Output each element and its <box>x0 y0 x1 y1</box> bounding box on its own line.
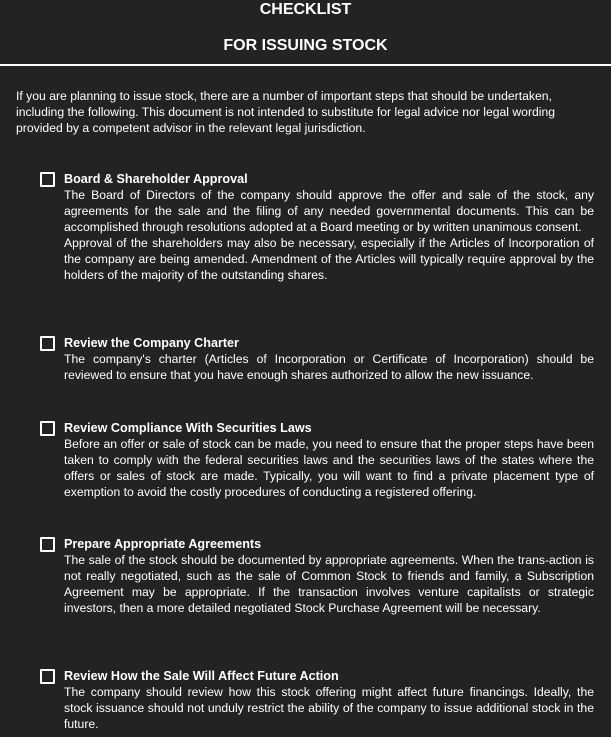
checklist-item-heading: Review How the Sale Will Affect Future Action <box>64 669 339 683</box>
checklist-item-body <box>64 171 594 283</box>
checklist-item-text: The sale of the stock should be documented by appropriate agreements. When the trans-action is not really negotiated, such as the sale of Common Stock to friends and family, a Subscription Agreement may be appropriate. If the transaction involves venture capitalists or strategic investors, then a more detailed negotiated Stock Purchase Agreement will be necessary. <box>64 553 594 615</box>
checklist-item-body <box>64 536 594 616</box>
checklist-item-text: Before an offer or sale of stock can be made, you need to ensure that the proper steps have been taken to comply with the federal securities laws and the securities laws of the states where the offers or sales of stock are made. Typically, you will want to find a private placement type of exemption to avoid the costly procedures of conducting a registered offering. <box>64 437 594 499</box>
checklist-item-body <box>64 335 594 383</box>
checklist-item-heading: Review Compliance With Securities Laws <box>64 421 312 435</box>
title-divider <box>0 64 611 66</box>
document-title: CHECKLIST <box>259 1 352 18</box>
checklist-item-text: The company should review how this stock offering might affect future financings. Ideally, the stock issuance should not unduly restrict the ability of the company to issue additional stock in the future. <box>64 685 594 731</box>
checkbox[interactable] <box>40 537 55 552</box>
checkbox[interactable] <box>40 336 55 351</box>
checkbox[interactable] <box>40 172 55 187</box>
checklist-item-body <box>64 668 594 732</box>
checklist-item-heading: Prepare Appropriate Agreements <box>64 537 262 551</box>
checklist-item-text: Approval of the shareholders may also be necessary, especially if the Articles of Incorporation of the company are being amended. Amendment of the Articles will typically require approval by the holders of the majority of the outstanding shares. <box>64 236 594 282</box>
document-subtitle: FOR ISSUING STOCK <box>223 37 388 54</box>
checklist-item-heading: Review the Company Charter <box>64 336 239 350</box>
checklist-item-text: The company's charter (Articles of Incorporation or Certificate of Incorporation) should be reviewed to ensure that you have enough shares authorized to allow the new issuance. <box>64 352 594 382</box>
checklist-item-body <box>64 420 594 500</box>
checklist-item-heading: Board & Shareholder Approval <box>64 172 248 186</box>
checkbox[interactable] <box>40 421 55 436</box>
intro-paragraph: If you are planning to issue stock, there are a number of important steps that should be undertaken, including the following. This document is not intended to substitute for legal advice nor legal wording provided by a competent advisor in the relevant legal jurisdiction. <box>16 89 556 135</box>
checkbox[interactable] <box>40 669 55 684</box>
checklist-item-text: The Board of Directors of the company should approve the offer and sale of the stock, any agreements for the sale and the filing of any needed governmental documents. This can be accomplished through resolutions adopted at a Board meeting or by written unanimous consent. <box>64 188 594 234</box>
